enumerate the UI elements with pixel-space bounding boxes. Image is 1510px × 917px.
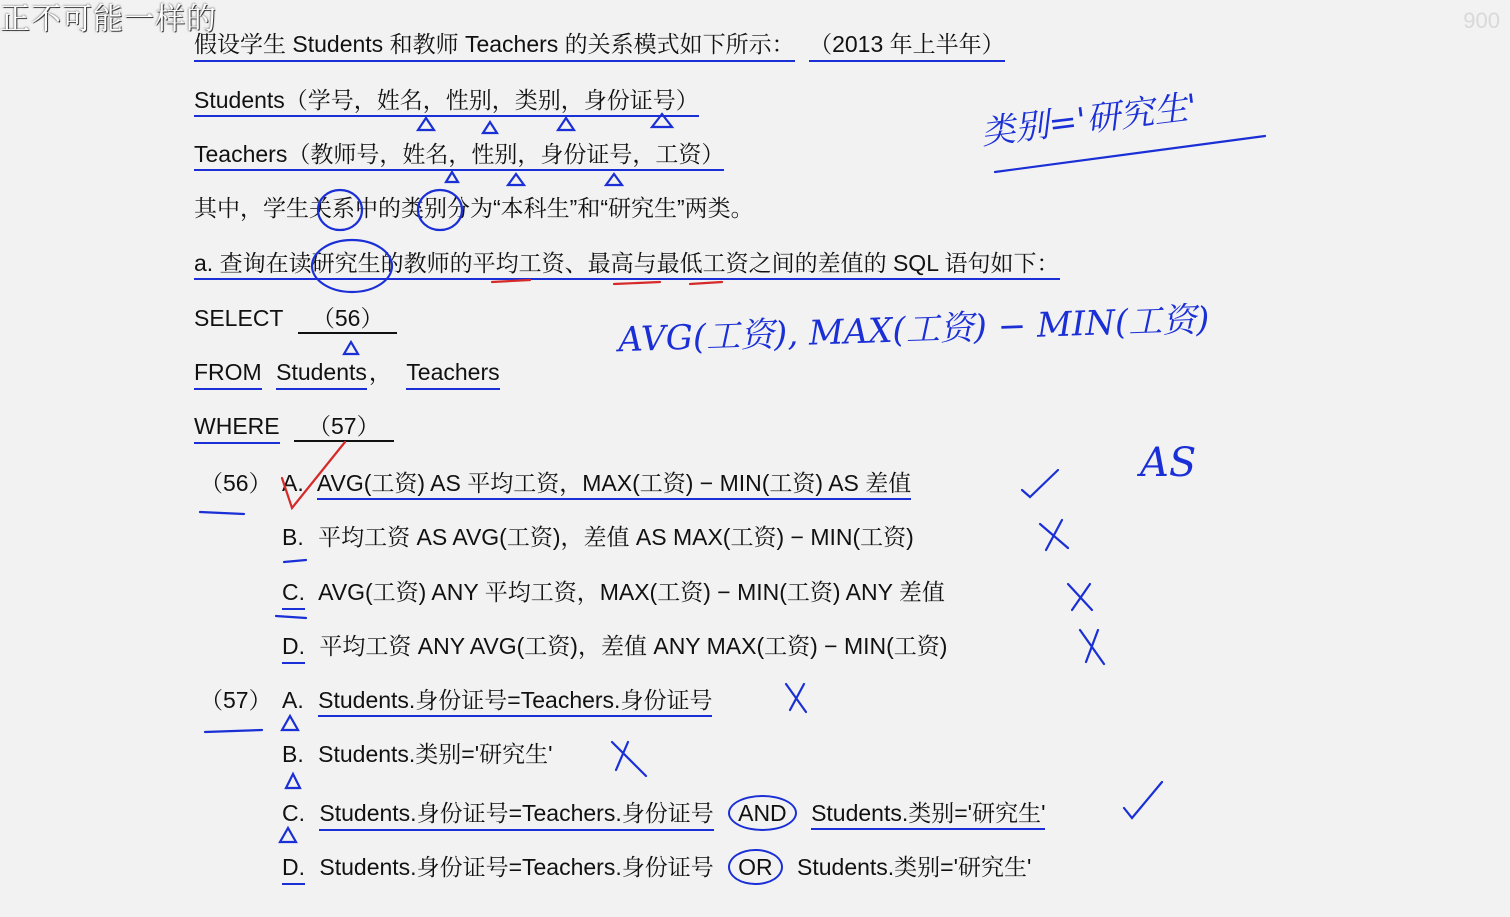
intro-text: 假设学生 Students 和教师 Teachers 的关系模式如下所示： — [194, 30, 795, 62]
option-letter: C. — [282, 578, 305, 610]
ink-triangle — [483, 122, 497, 133]
from-table-students: Students — [276, 358, 367, 390]
q56-option-d[interactable] — [282, 632, 947, 664]
option-text-pre: Students.身份证号=Teachers.身份证号 — [319, 799, 713, 831]
option-text: 平均工资 ANY AVG(工资)，差值 ANY MAX(工资) − MIN(工资) — [319, 633, 948, 659]
select-keyword: SELECT — [194, 305, 284, 331]
question-prompt — [194, 249, 1060, 277]
ink-triangle — [418, 118, 434, 130]
blank-57: （57） — [294, 412, 394, 442]
ink-underline — [276, 616, 306, 618]
option-letter: D. — [282, 632, 305, 664]
q56-option-a[interactable] — [282, 469, 911, 497]
intro-year: （2013 年上半年） — [809, 30, 1005, 62]
q56-option-b[interactable] — [282, 523, 914, 551]
q56-label — [200, 469, 272, 497]
handwritten-as-note: AS — [1140, 440, 1197, 486]
ink-red-underline — [492, 280, 530, 282]
teachers-schema-text: Teachers（教师号，姓名，性别，身份证号，工资） — [194, 141, 724, 171]
question-prompt-text: a. 查询在读研究生的教师的平均工资、最高与最低工资之间的差值的 SQL 语句如下： — [194, 250, 1060, 280]
intro-line — [194, 30, 1013, 62]
ink-x — [612, 742, 646, 776]
sql-select-line — [194, 304, 397, 334]
ink-triangle — [286, 774, 300, 788]
or-keyword: OR — [728, 849, 783, 885]
ink-x — [1068, 584, 1092, 610]
category-note-text: 其中，学生关系中的类别分为“本科生”和“研究生”两类。 — [194, 195, 754, 221]
option-text-pre: Students.身份证号=Teachers.身份证号 — [319, 854, 714, 880]
option-text-post: Students.类别='研究生' — [797, 854, 1032, 880]
sql-where-line — [194, 412, 394, 444]
ink-check — [1124, 782, 1162, 818]
category-note — [194, 194, 754, 222]
ink-triangle — [606, 174, 622, 185]
ink-triangle — [446, 172, 458, 182]
students-schema — [194, 86, 699, 114]
ink-triangle — [508, 174, 524, 185]
from-table-teachers: Teachers — [406, 358, 499, 390]
handwritten-formula: AVG(工资), MAX(工资) − MIN(工资) — [617, 299, 1211, 361]
ink-x — [1080, 630, 1104, 664]
from-comma: ， — [368, 359, 392, 385]
option-letter: A. — [282, 470, 304, 496]
blank-56: （56） — [298, 304, 398, 334]
teachers-schema — [194, 140, 724, 168]
watermark: 900 — [1463, 8, 1500, 33]
and-keyword: AND — [728, 795, 797, 831]
option-letter: C. — [282, 800, 305, 826]
q57-option-c[interactable] — [282, 795, 1045, 831]
ink-x — [786, 684, 806, 712]
q57-option-a[interactable] — [282, 686, 712, 714]
students-schema-text: Students（学号，姓名，性别，类别，身份证号） — [194, 87, 699, 117]
from-keyword: FROM — [194, 358, 262, 390]
ink-triangle — [558, 118, 574, 130]
sql-from-line — [194, 358, 508, 390]
ink-red-underline — [690, 282, 722, 284]
option-text: AVG(工资) AS 平均工资，MAX(工资) − MIN(工资) AS 差值 — [317, 470, 911, 500]
option-letter: D. — [282, 853, 305, 885]
option-text: AVG(工资) ANY 平均工资，MAX(工资) − MIN(工资) ANY 差值 — [318, 579, 945, 605]
ink-triangle — [344, 342, 358, 354]
ink-underline — [200, 512, 244, 514]
option-text: 平均工资 AS AVG(工资)，差值 AS MAX(工资) − MIN(工资) — [318, 524, 914, 550]
q57-option-d[interactable] — [282, 849, 1031, 885]
ink-triangle — [282, 716, 298, 730]
option-text: Students.身份证号=Teachers.身份证号 — [318, 687, 712, 717]
where-keyword: WHERE — [194, 412, 280, 444]
ink-x — [1040, 520, 1068, 550]
ink-underline — [284, 560, 306, 562]
q57-option-b[interactable] — [282, 740, 553, 768]
ink-underline — [205, 730, 262, 732]
option-text-post: Students.类别='研究生' — [811, 800, 1045, 830]
q57-label-text: （57） — [200, 687, 272, 713]
q56-label-text: （56） — [200, 470, 272, 496]
video-caption-overlay: 正不可能一样的 — [0, 2, 217, 37]
option-letter: A. — [282, 687, 304, 713]
option-letter: B. — [282, 524, 304, 550]
ink-red-underline — [614, 282, 660, 284]
q56-option-c[interactable] — [282, 578, 945, 610]
handwritten-category-note: 类别='研究生' — [978, 86, 1200, 154]
option-text: Students.类别='研究生' — [318, 741, 553, 767]
option-letter: B. — [282, 741, 304, 767]
q57-label — [200, 686, 272, 714]
ink-check — [1022, 470, 1058, 497]
